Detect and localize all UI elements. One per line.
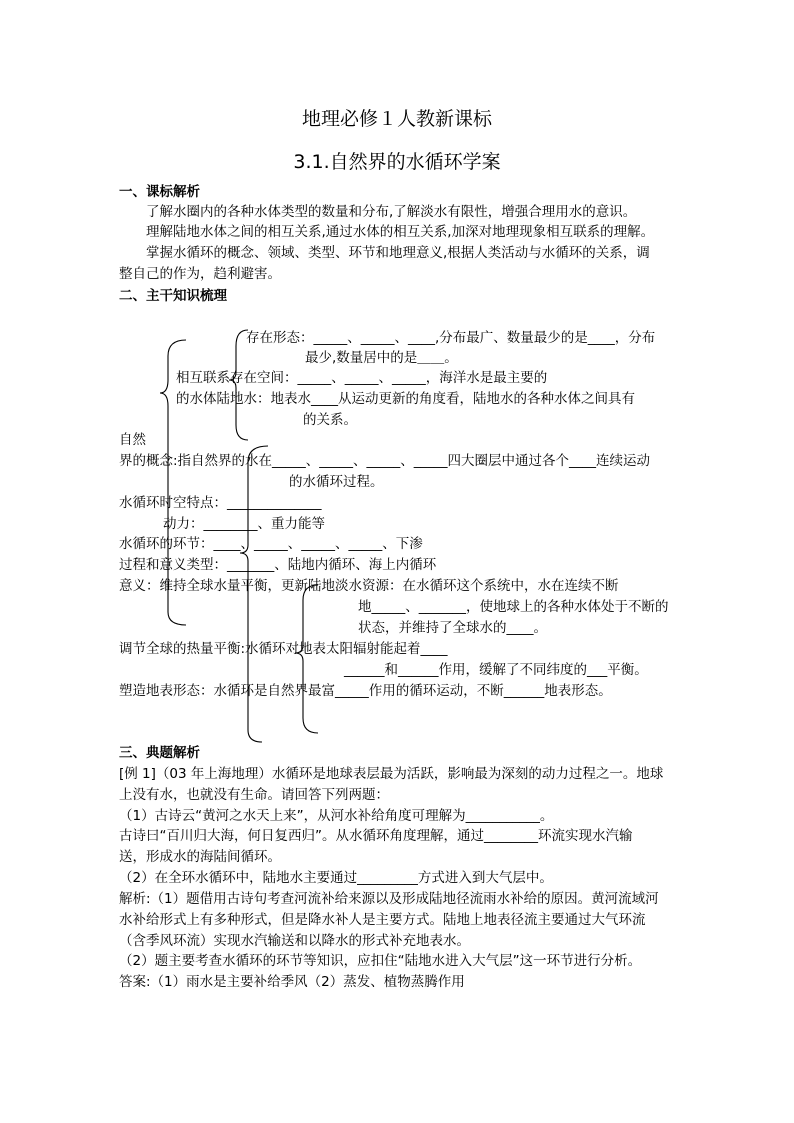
curriculum-paragraph-2: 理解陆地水体之间的相互关系,通过水体的相互关系,加深对地理现象相互联系的理解。 (146, 224, 655, 240)
outline-line-significance-3: 状态，并维持了全球水的____。 (358, 620, 547, 636)
bracket-significance (295, 585, 318, 733)
outline-line-types: 过程和意义类型：_______、陆地内循环、海上内循环 (119, 557, 437, 573)
example-intro-1: [例 1]（03 年上海地理）水循环是地球表层最为活跃，影响最为深刻的动力过程之一。地球 (119, 766, 664, 782)
example-intro-2: 上没有水，也就没有生命。请回答下列两题： (119, 787, 389, 803)
answer-line: 答案:（1）雨水是主要补给季风（2）蒸发、植物蒸腾作用 (119, 974, 465, 990)
outline-line-heat-cont: ______和______作用，缓解了不同纬度的___平衡。 (344, 662, 648, 678)
outline-line-space: 相互联系存在空间：_____、_____、_____，海洋水是最主要的 (176, 370, 548, 386)
document-subtitle: 3.1.自然界的水循环学案 (293, 151, 501, 173)
outline-line-forms: 存在形态：_____、_____、____,分布最广、数量最少的是____，分布 (246, 330, 656, 346)
question-2: （2）在全环水循环中，陆地水主要通过_________方式进入到大气层中。 (119, 870, 553, 886)
outline-line-concept: 界的概念:指自然界的水在_____、_____、_____、_____四大圈层中通过各个____连续运动 (119, 453, 651, 469)
outline-line-significance-2: 地_____、_______，使地球上的各种水体处于不断的 (358, 599, 669, 615)
outline-line-land-water: 的水体陆地水：地表水____从运动更新的角度看，陆地水的各种水体之间具有 (176, 391, 635, 407)
section-heading-knowledge: 二、主干知识梳理 (119, 288, 227, 304)
outline-line-relation: 的关系。 (303, 412, 357, 428)
analysis-4: （2）题主要考查水循环的环节等知识，应扣住“陆地水进入大气层”这一环节进行分析。 (119, 953, 642, 969)
curriculum-paragraph-1: 了解水圈内的各种水体类型的数量和分布,了解淡水有限性，增强合理用水的意识。 (146, 204, 637, 220)
outline-line-heat: 调节全球的热量平衡:水循环对地表太阳辐射能起着____ (119, 641, 448, 657)
outline-line-significance: 意义：维持全球水量平衡，更新陆地淡水资源：在水循环这个系统中，水在连续不断 (119, 578, 619, 594)
analysis-2: 水补给形式上有多种形式，但是降水补人是主要方式。陆地上地表径流主要通过大气环流 (119, 912, 646, 928)
outline-line-landform: 塑造地表形态：水循环是自然界最富_____作用的循环运动，不断______地表形态。 (119, 683, 612, 699)
question-1: （1）古诗云“黄河之水天上来”，从河水补给角度可理解为___________。 (119, 808, 554, 824)
question-1c: 送，形成水的海陆间循环。 (119, 849, 281, 865)
curriculum-paragraph-3a: 掌握水循环的概念、领域、类型、环节和地理意义,根据人类活动与水循环的关系，调 (146, 245, 650, 261)
analysis-1: 解析:（1）题借用古诗句考查河流补给来源以及形成陆地径流雨水补给的原因。黄河流域河 (119, 891, 659, 907)
section-heading-curriculum: 一、课标解析 (119, 184, 200, 200)
outline-line-links: 水循环的环节：____、_____、_____、_____、下渗 (119, 536, 423, 552)
analysis-3: （含季风环流）实现水汽输送和以降水的形式补充地表水。 (119, 933, 470, 949)
document-title: 地理必修１人教新课标 (301, 108, 492, 130)
outline-line-forms-cont: 最少,数量居中的是＿＿。 (305, 350, 458, 366)
outline-line-nature: 自然 (119, 432, 146, 448)
section-heading-examples: 三、典题解析 (119, 745, 200, 761)
outline-line-concept-cont: 的水循环过程。 (289, 474, 384, 490)
outline-line-features: 水循环时空特点：______________ (119, 495, 322, 511)
question-1b: 古诗曰“百川归大海，何日复西归”。从水循环角度理解，通过________环流实现水汽输 (119, 828, 633, 844)
outline-line-power: 动力：________、重力能等 (163, 516, 325, 532)
curriculum-paragraph-3b: 整自己的作为，趋利避害。 (119, 266, 281, 282)
